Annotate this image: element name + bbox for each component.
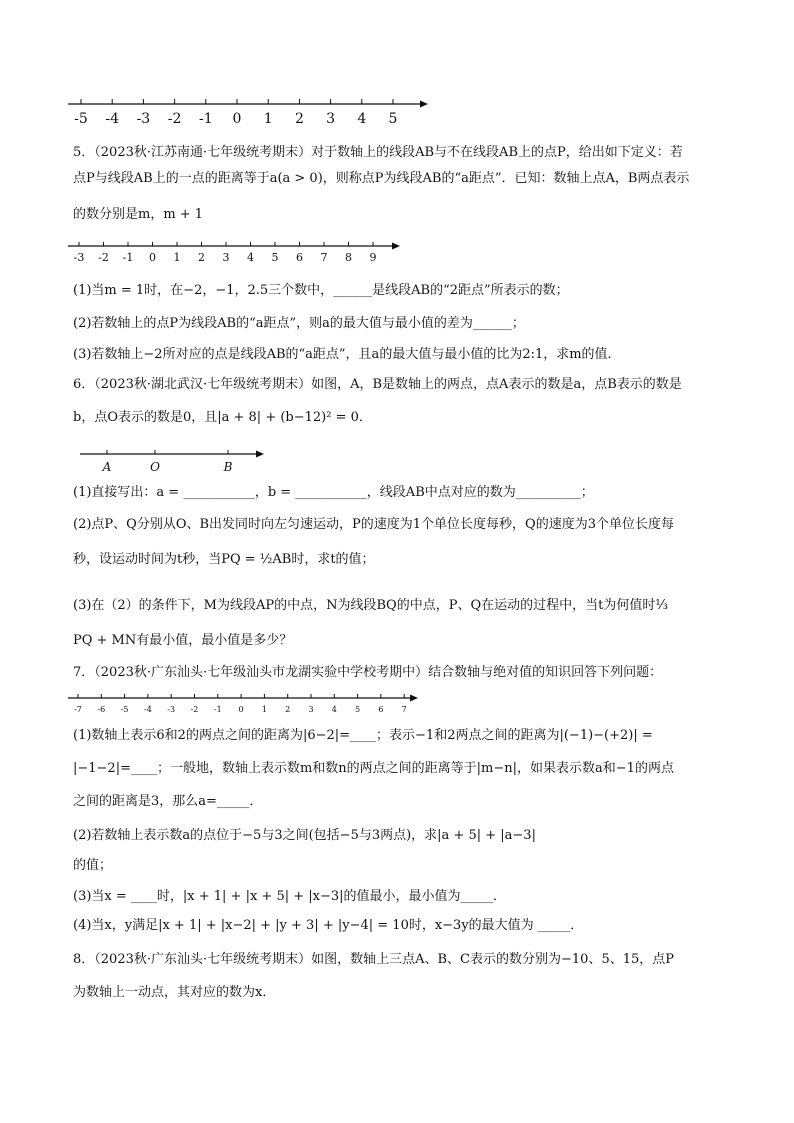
q7-part-4: (4)当x，y满足|x + 1| + |x−2| + |y + 3| + |y−4| = 10时，x−3y的最大值为 _____．: [73, 918, 584, 933]
q7-part-1a: (1)数轴上表示6和2的两点之间的距离为|6−2|=____；表示−1和2两点之间的距离为|(−1)−(+2)| =: [73, 728, 653, 743]
axis-tick-label: 1: [173, 251, 181, 264]
axis-tick-label: 4: [247, 251, 254, 264]
q6-line-2: b，点O表示的数是0，且|a + 8| + (b−12)² = 0．: [73, 410, 372, 425]
axis-tick-label: 3: [222, 251, 230, 264]
axis-tick-label: 5: [388, 111, 398, 126]
axis-tick-label: -2: [190, 705, 199, 714]
q7-part-2a: (2)若数轴上表示数a的点位于−5与3之间(包括−5与3两点)，求|a + 5| + |a−3|: [73, 828, 536, 843]
q6-part-3b: PQ + MN有最小值，最小值是多少？: [73, 633, 293, 648]
axis-tick-label: 5: [355, 705, 361, 714]
axis-tick-label: 3: [326, 111, 336, 126]
q7-part-3: (3)当x = ____时，|x + 1| + |x + 5| + |x−3|的值最小，最小值为_____．: [73, 889, 507, 904]
q5-line-2: 点P与线段AB上的一点的距离等于a(a > 0)，则称点P为线段AB的“a距点”．已知：数轴上点A，B两点表示: [73, 171, 690, 186]
axis-tick-label: -3: [167, 705, 176, 714]
axis-tick-label: 6: [378, 705, 384, 714]
axis-tick-label: 6: [296, 251, 303, 264]
axis-tick-label: 7: [401, 705, 407, 714]
axis-tick-label: -4: [105, 111, 120, 126]
q7-part-1b: |−1−2|=____；一般地，数轴上表示数m和数n的两点之间的距离等于|m−n|，如果表示数a和−1的两点: [73, 761, 674, 776]
axis-tick-label: -5: [120, 705, 129, 714]
axis-tick-label: -1: [213, 705, 222, 714]
number-line-q5: [68, 238, 408, 264]
number-line-1: [68, 94, 433, 126]
axis-tick-label: 4: [357, 111, 367, 126]
q6-part-3a: (3)在（2）的条件下，M为线段AP的中点，N为线段BQ的中点，P、Q在运动的过程中，当t为何值时⅓: [73, 598, 668, 613]
q7-part-1c: 之间的距离是3，那么a=_____．: [73, 794, 263, 809]
axis-tick-label: 2: [294, 111, 304, 126]
axis-tick-label: -3: [73, 251, 85, 264]
axis-arrow: [256, 451, 264, 458]
q6-part-1: (1)直接写出：a = ___________，b = ___________，线段AB中点对应的数为__________；: [73, 485, 594, 500]
axis-tick-label: 2: [285, 705, 291, 714]
axis-tick-label: -1: [122, 251, 134, 264]
q7-line-1: 7．（2023秋·广东汕头·七年级汕头市龙湖实验中学校考期中）结合数轴与绝对值的知识回答下列问题：: [73, 665, 663, 680]
axis-arrow: [392, 243, 400, 250]
number-line-q7: [68, 692, 424, 718]
axis-tick-label: 0: [232, 111, 242, 126]
point-label: A: [102, 460, 112, 474]
axis-tick-label: 3: [308, 705, 314, 714]
q5-part-1: (1)当m = 1时，在−2，−1，2.5三个数中，______是线段AB的“2距点”所表示的数；: [73, 283, 569, 298]
q6-part-2a: (2)点P、Q分别从O、B出发同时向左匀速运动，P的速度为1个单位长度每秒，Q的速度为3个单位长度每: [73, 517, 674, 532]
axis-tick-label: 0: [149, 251, 156, 264]
q7-part-2b: 的值；: [73, 858, 113, 873]
axis-arrow: [410, 695, 418, 702]
axis-tick-label: -7: [74, 705, 82, 714]
axis-tick-label: -3: [136, 111, 151, 126]
point-label: O: [150, 460, 160, 474]
axis-tick-label: -5: [74, 111, 88, 126]
axis-arrow: [420, 101, 428, 108]
axis-tick-label: 4: [331, 705, 337, 714]
q5-line-3: 的数分别是m，m + 1: [73, 207, 204, 222]
q6-line-1: 6．（2023秋·湖北武汉·七年级统考期末）如图，A，B是数轴上的两点，点A表示的数是a，点B表示的数是: [73, 377, 682, 392]
q5-line-1: 5．（2023秋·江苏南通·七年级统考期末）对于数轴上的线段AB与不在线段AB上的点P，给出如下定义：若: [73, 145, 683, 160]
q6-part-2b: 秒，设运动时间为t秒，当PQ = ½AB时，求t的值；: [73, 552, 375, 567]
q5-part-2: (2)若数轴上的点P为线段AB的“a距点”，则a的最大值与最小值的差为______；: [73, 316, 525, 331]
axis-tick-label: 2: [198, 251, 205, 264]
axis-tick-label: -1: [198, 111, 213, 126]
q8-line-2: 为数轴上一动点，其对应的数为x．: [73, 985, 276, 1000]
q8-line-1: 8．（2023秋·广东汕头·七年级统考期末）如图，数轴上三点A、B、C表示的数分别为−10、5、15，点P: [73, 952, 675, 967]
axis-tick-label: 0: [238, 705, 244, 714]
q5-part-3: (3)若数轴上−2所对应的点是线段AB的“a距点”，且a的最大值与最小值的比为2:1，求m的值．: [73, 347, 621, 362]
axis-tick-label: 7: [320, 251, 328, 264]
axis-tick-label: -4: [144, 705, 152, 714]
axis-tick-label: 8: [345, 251, 352, 264]
axis-tick-label: 1: [263, 111, 273, 126]
axis-tick-label: 9: [369, 251, 377, 264]
axis-tick-label: -6: [97, 705, 106, 714]
axis-tick-label: -2: [167, 111, 182, 126]
number-line-q6: [80, 446, 270, 474]
axis-tick-label: -2: [98, 251, 109, 264]
axis-tick-label: 5: [271, 251, 279, 264]
point-label: B: [223, 460, 233, 474]
axis-tick-label: 1: [261, 705, 267, 714]
